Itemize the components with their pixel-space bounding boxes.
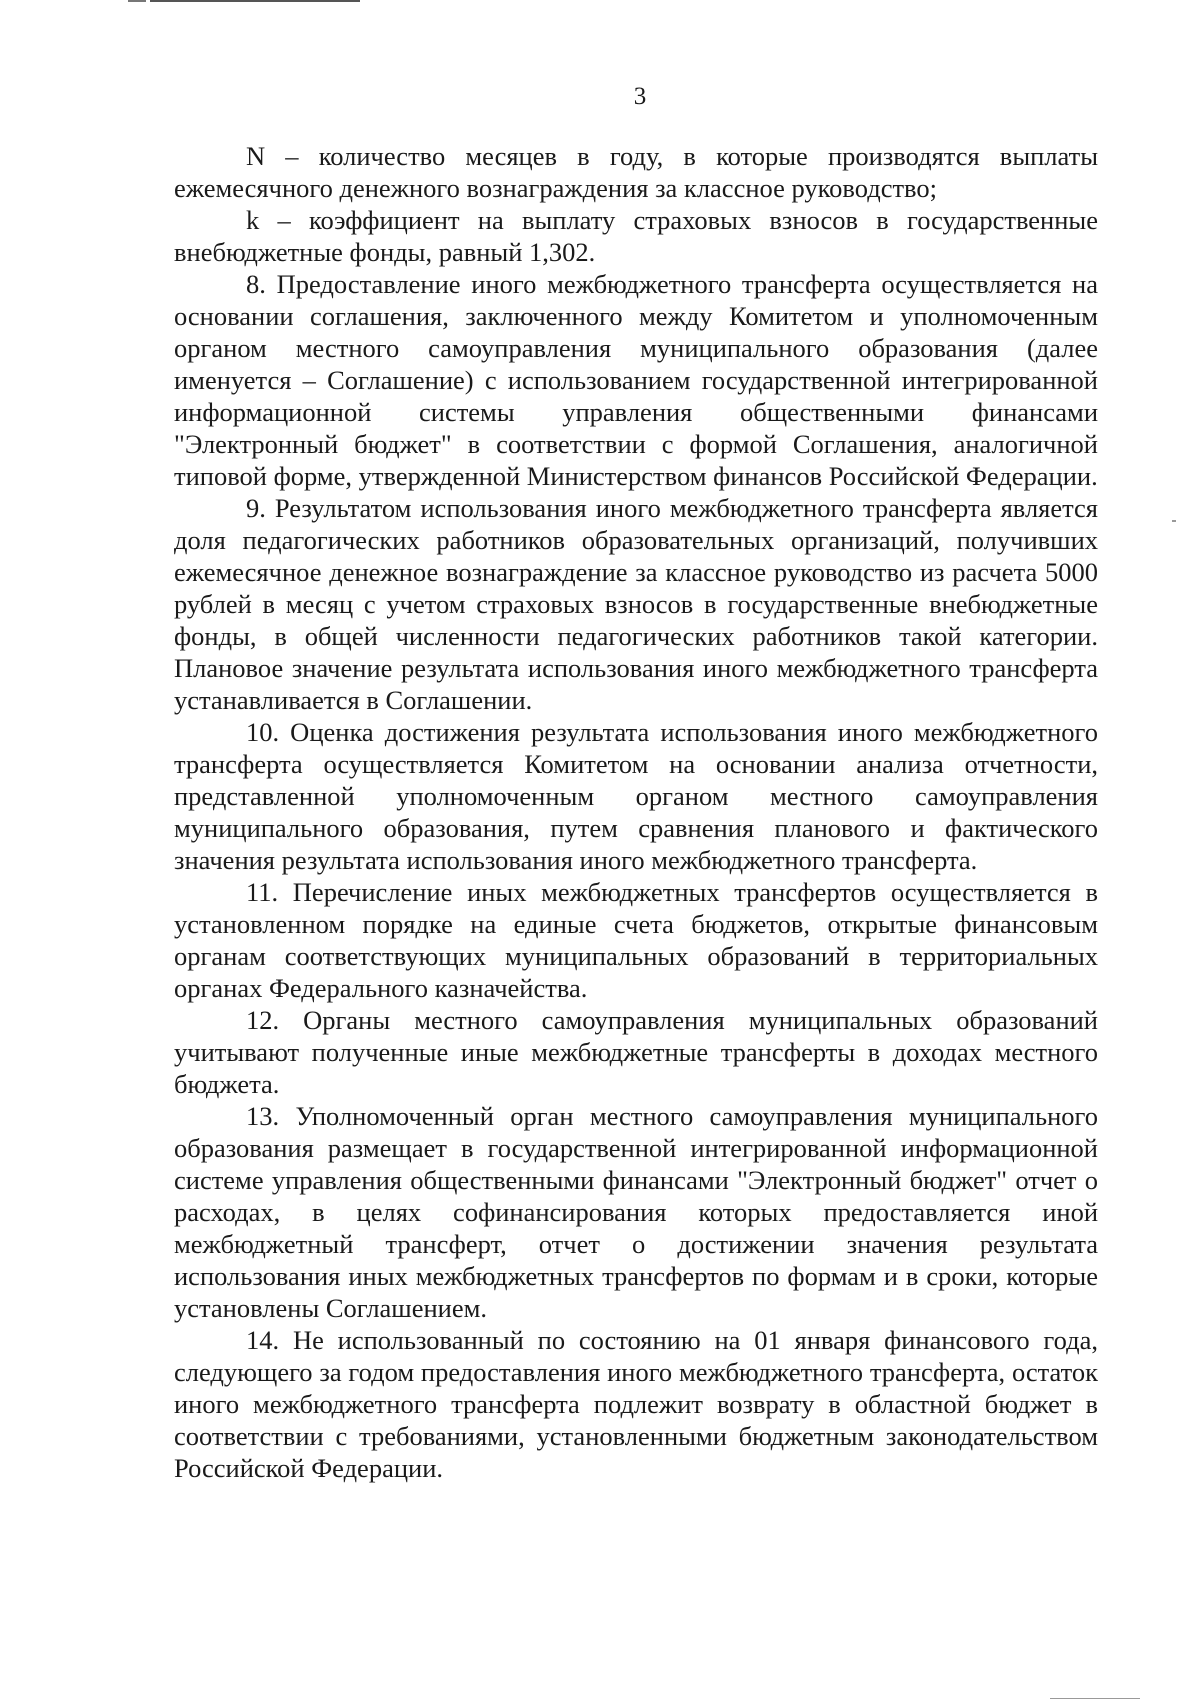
paragraph-k-definition: k – коэффициент на выплату страховых взносов в государственные внебюджетные фонды, равный 1,302.	[174, 205, 1098, 267]
page-number: 3	[633, 83, 647, 110]
paragraph-10: 10. Оценка достижения результата использования иного межбюджетного трансферта осуществляется Комитетом на основании анализа отчетности, представленной уполномоченным органом местного самоуправления муниципального образования, путем сравнения планового и фактического значения результата использования иного межбюджетного трансферта.	[174, 717, 1098, 875]
paragraph-8: 8. Предоставление иного межбюджетного трансферта осуществляется на основании соглашения, заключенного между Комитетом и уполномоченным органом местного самоуправления муниципального образования (далее именуется – Соглашение) с использованием государственной интегрированной информационной системы управления общественными финансами "Электронный бюджет" в соответствии с формой Соглашения, аналогичной типовой форме, утвержденной Министерством финансов Российской Федерации.	[174, 269, 1098, 491]
scan-speck	[1172, 520, 1176, 522]
document-body	[174, 140, 1098, 1484]
paragraph-14: 14. Не использованный по состоянию на 01 января финансового года, следующего за годом предоставления иного межбюджетного трансферта, остаток иного межбюджетного трансферта подлежит возврату в областной бюджет в соответствии с требованиями, установленными бюджетным законодательством Российской Федерации.	[174, 1325, 1098, 1483]
paragraph-12: 12. Органы местного самоуправления муниципальных образований учитывают полученные иные межбюджетные трансферты в доходах местного бюджета.	[174, 1005, 1098, 1099]
scan-bottom-edge	[1050, 1698, 1140, 1699]
scan-edge-mark	[128, 0, 146, 2]
scan-edge-line	[150, 0, 360, 2]
paragraph-13: 13. Уполномоченный орган местного самоуправления муниципального образования размещает в государственной интегрированной информационной системе управления общественными финансами "Электронный бюджет" отчет о расходах, в целях софинансирования которых предоставляется иной межбюджетный трансферт, отчет о достижении значения результата использования иных межбюджетных трансфертов по формам и в сроки, которые установлены Соглашением.	[174, 1101, 1098, 1323]
paragraph-11: 11. Перечисление иных межбюджетных трансфертов осуществляется в установленном порядке на единые счета бюджетов, открытые финансовым органам соответствующих муниципальных образований в территориальных органах Федерального казначейства.	[174, 877, 1098, 1003]
paragraph-9: 9. Результатом использования иного межбюджетного трансферта является доля педагогических работников образовательных организаций, получивших ежемесячное денежное вознаграждение за классное руководство из расчета 5000 рублей в месяц с учетом страховых взносов в государственные внебюджетные фонды, в общей численности педагогических работников такой категории. Плановое значение результата использования иного межбюджетного трансферта устанавливается в Соглашении.	[174, 493, 1098, 715]
paragraph-n-definition: N – количество месяцев в году, в которые производятся выплаты ежемесячного денежного вознаграждения за классное руководство;	[174, 141, 1098, 203]
